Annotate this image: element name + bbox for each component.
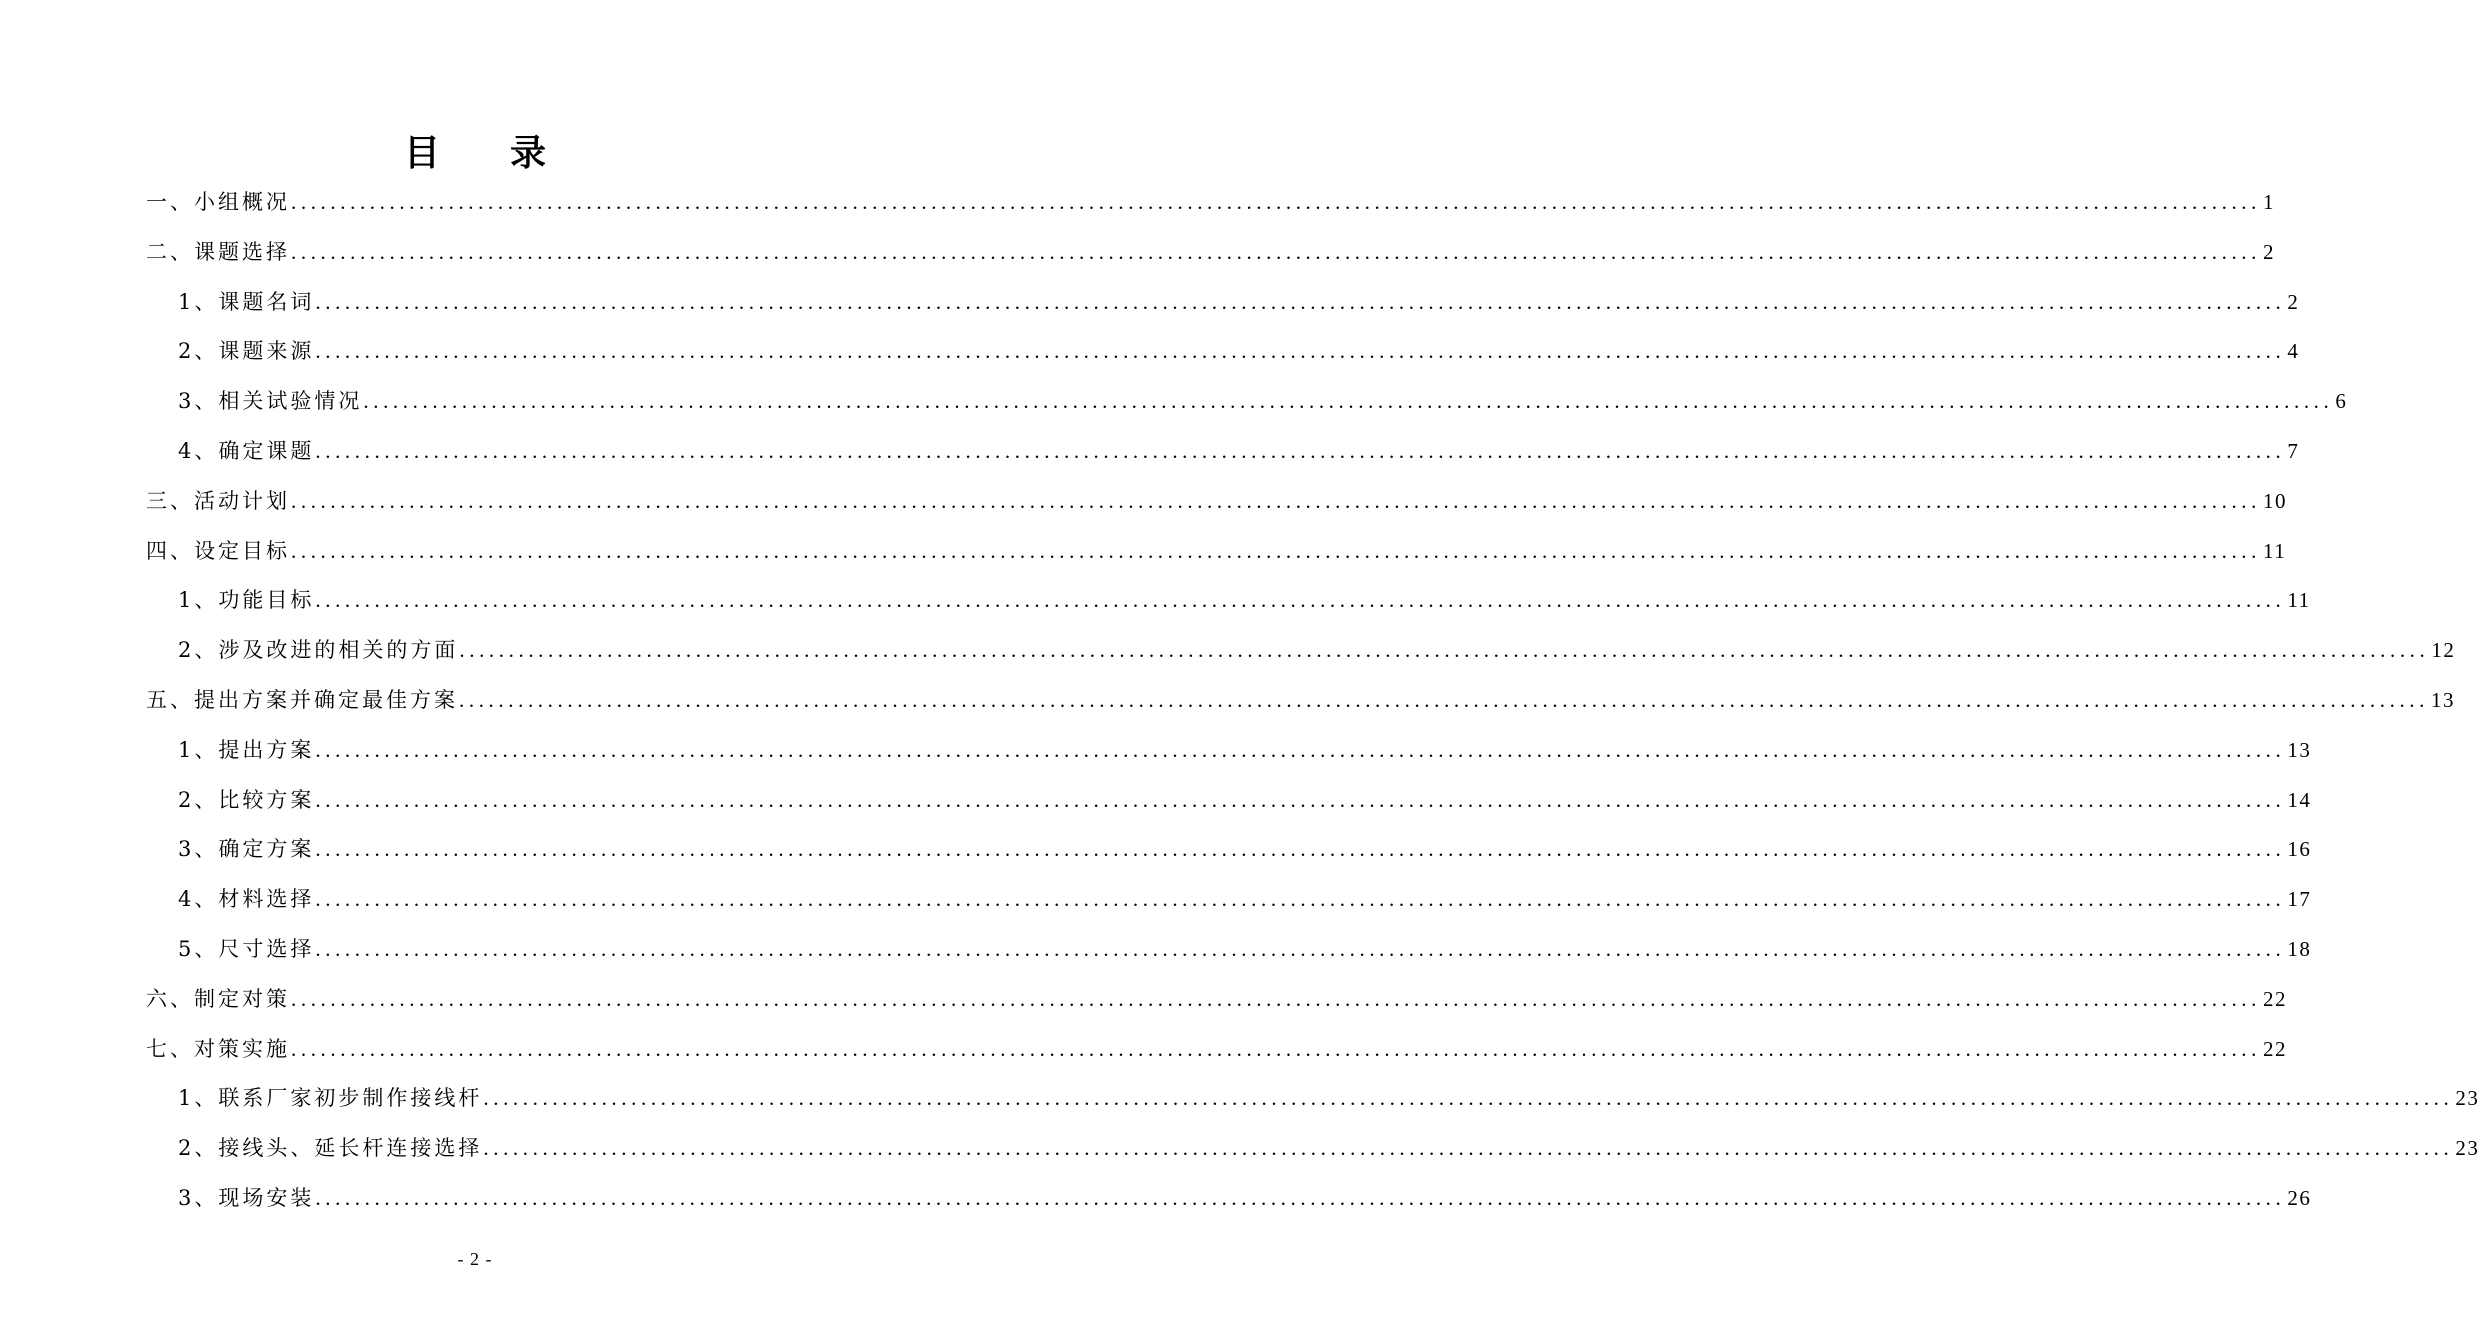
toc-entry[interactable] <box>146 531 2287 571</box>
toc-leader-dots: ........................................................................................................................................................................................................ <box>315 937 2286 961</box>
toc-entry-label: 3、确定方案 <box>178 837 315 862</box>
toc-entry[interactable] <box>178 929 2312 969</box>
toc-entry-page: 1 <box>2263 190 2275 214</box>
page-title <box>0 128 950 178</box>
toc-entry-label: 5、尺寸选择 <box>178 937 315 961</box>
toc-leader-dots: ........................................................................................................................................................................................................ <box>291 538 2261 563</box>
toc-leader-dots: ........................................................................................................................................................................................................ <box>315 737 2286 762</box>
toc-entry[interactable] <box>178 780 2312 820</box>
toc-entry[interactable] <box>178 381 2348 421</box>
toc-entry-page: 11 <box>2263 538 2287 563</box>
toc-leader-dots: ........................................................................................................................................................................................................ <box>291 190 2261 214</box>
toc-leader-dots: ........................................................................................................................................................................................................ <box>315 339 2286 364</box>
toc-entry-page: 18 <box>2287 937 2312 961</box>
toc-entry[interactable] <box>146 979 2287 1019</box>
toc-entry[interactable] <box>178 829 2312 869</box>
page-number: - 2 - <box>457 1249 493 1269</box>
toc-leader-dots: ........................................................................................................................................................................................................ <box>291 986 2261 1011</box>
toc-entry-page: 10 <box>2263 488 2287 513</box>
toc-entry[interactable] <box>178 879 2312 919</box>
toc-entry-page: 22 <box>2263 986 2287 1011</box>
toc-entry-page: 16 <box>2287 837 2312 862</box>
toc-entry-label: 2、接线头、延长杆连接选择 <box>178 1136 483 1161</box>
toc-entry-label: 二、课题选择 <box>146 239 290 264</box>
toc-entry-label: 3、现场安装 <box>178 1186 315 1210</box>
toc-entry[interactable] <box>178 431 2300 471</box>
toc-entry-page: 2 <box>2263 239 2275 264</box>
toc-entry[interactable] <box>146 680 2455 720</box>
toc-leader-dots: ........................................................................................................................................................................................................ <box>315 588 2286 613</box>
toc-entry[interactable] <box>178 580 2311 620</box>
toc-entry[interactable] <box>146 182 2275 222</box>
toc-entry-label: 1、联系厂家初步制作接线杆 <box>178 1086 483 1111</box>
toc-leader-dots: ........................................................................................................................................................................................................ <box>459 688 2429 712</box>
toc-entry-page: 26 <box>2287 1186 2312 1210</box>
toc-leader-dots: ........................................................................................................................................................................................................ <box>483 1136 2454 1161</box>
toc-entry[interactable] <box>178 282 2300 322</box>
toc-entry[interactable] <box>178 630 2456 670</box>
toc-entry-label: 2、比较方案 <box>178 787 315 812</box>
toc-leader-dots: ........................................................................................................................................................................................................ <box>291 1036 2261 1061</box>
toc-entry-label: 一、小组概况 <box>146 190 290 214</box>
toc-entry-page: 17 <box>2287 887 2312 912</box>
toc-entry[interactable] <box>178 331 2300 371</box>
toc-leader-dots: ........................................................................................................................................................................................................ <box>363 389 2334 414</box>
toc-leader-dots: ........................................................................................................................................................................................................ <box>291 239 2261 264</box>
toc-leader-dots: ........................................................................................................................................................................................................ <box>315 787 2286 812</box>
toc-entry[interactable] <box>178 1178 2312 1218</box>
toc-leader-dots: ........................................................................................................................................................................................................ <box>315 289 2286 314</box>
toc-entry[interactable] <box>146 232 2275 272</box>
toc-leader-dots: ........................................................................................................................................................................................................ <box>291 488 2261 513</box>
toc-entry-label: 三、活动计划 <box>146 488 290 513</box>
toc-leader-dots: ........................................................................................................................................................................................................ <box>315 837 2286 862</box>
toc-leader-dots: ........................................................................................................................................................................................................ <box>315 1186 2286 1210</box>
toc-entry-page: 11 <box>2287 588 2311 613</box>
toc-entry-label: 七、对策实施 <box>146 1036 290 1061</box>
toc-entry-page: 22 <box>2263 1036 2287 1061</box>
toc-entry[interactable] <box>146 481 2287 521</box>
toc-entry-label: 五、提出方案并确定最佳方案 <box>146 688 458 712</box>
toc-leader-dots: ........................................................................................................................................................................................................ <box>459 638 2430 663</box>
toc-entry-label: 1、课题名词 <box>178 289 315 314</box>
toc-entry[interactable] <box>178 1078 2479 1118</box>
toc-entry-page: 14 <box>2287 787 2312 812</box>
toc-leader-dots: ........................................................................................................................................................................................................ <box>483 1086 2454 1111</box>
toc-leader-dots: ........................................................................................................................................................................................................ <box>315 439 2286 463</box>
toc-entry-label: 4、材料选择 <box>178 887 315 912</box>
toc-entry-page: 12 <box>2431 638 2456 663</box>
toc-entry-page: 23 <box>2455 1086 2479 1111</box>
toc-entry-page: 13 <box>2287 737 2312 762</box>
toc-entry[interactable] <box>178 1128 2479 1168</box>
toc-entry-label: 1、功能目标 <box>178 588 315 613</box>
toc-entry[interactable] <box>178 730 2312 770</box>
toc-entry-page: 7 <box>2287 439 2300 463</box>
toc-entry-label: 六、制定对策 <box>146 986 290 1011</box>
toc-entry-page: 6 <box>2335 389 2348 414</box>
page-title-part-2: 录 <box>510 132 547 174</box>
toc-entry-page: 23 <box>2455 1136 2479 1161</box>
toc-entry-label: 3、相关试验情况 <box>178 389 363 414</box>
toc-entry-label: 2、涉及改进的相关的方面 <box>178 638 459 663</box>
toc-leader-dots: ........................................................................................................................................................................................................ <box>315 887 2286 912</box>
toc-entry-label: 四、设定目标 <box>146 538 290 563</box>
toc-entry-label: 4、确定课题 <box>178 439 315 463</box>
toc-entry-page: 2 <box>2287 289 2300 314</box>
page-title-part-1: 目 <box>403 132 440 174</box>
toc-entry-page: 4 <box>2287 339 2300 364</box>
toc-entry-page: 13 <box>2431 688 2455 712</box>
toc-entry[interactable] <box>146 1029 2287 1069</box>
toc-entry-label: 1、提出方案 <box>178 737 315 762</box>
toc-entry-label: 2、课题来源 <box>178 339 315 364</box>
